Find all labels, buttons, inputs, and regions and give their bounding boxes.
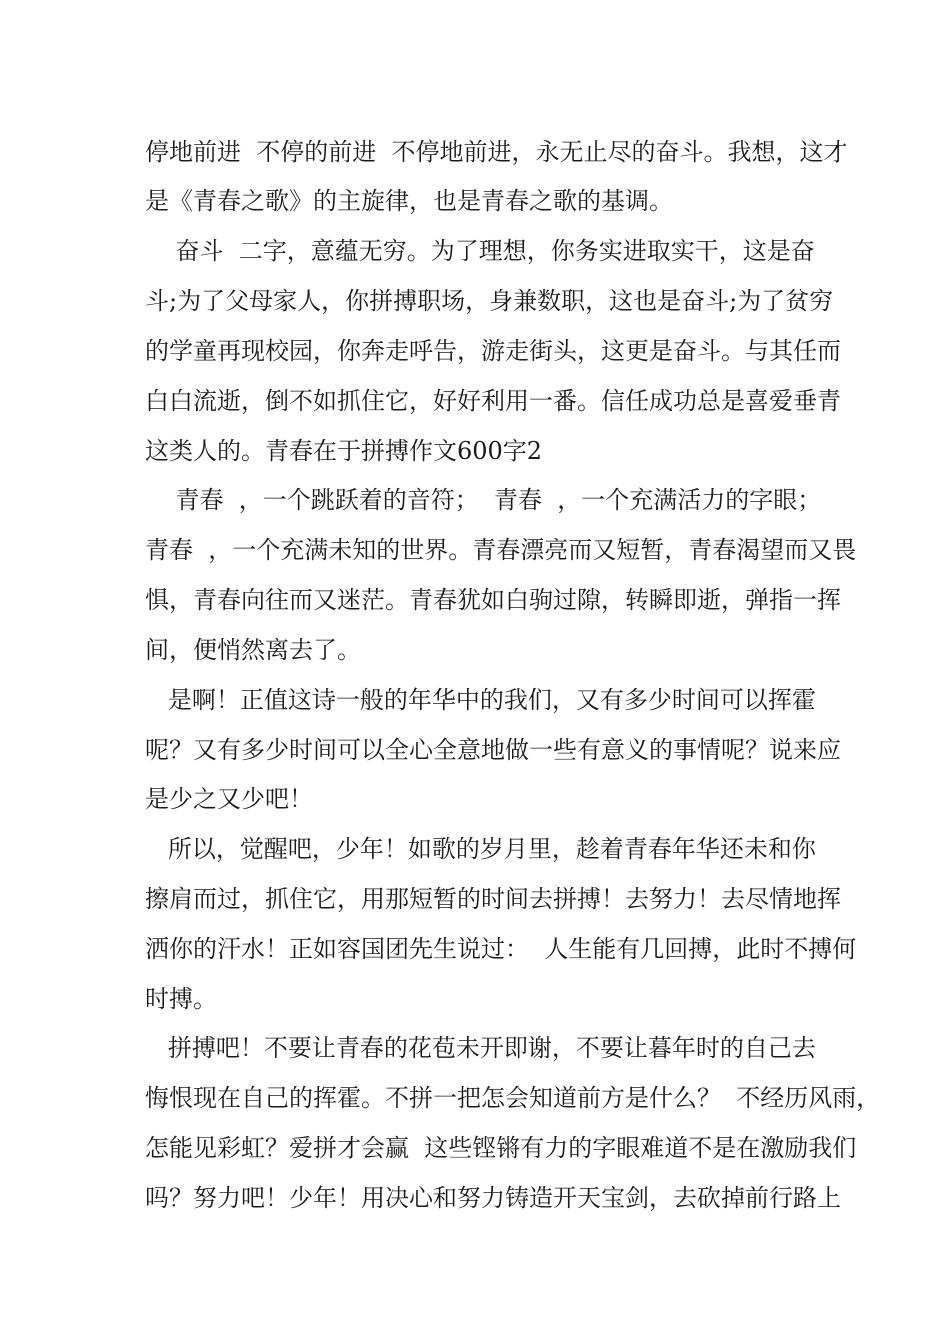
text-line: 怎能见彩虹？爱拼才会赢 这些铿锵有力的字眼难道不是在激励我们 bbox=[145, 1134, 857, 1162]
text-line: 时搏。 bbox=[145, 985, 217, 1013]
text-line: 白白流逝，倒不如抓住它，好好利用一番。信任成功总是喜爱垂青 bbox=[145, 387, 841, 415]
text-line: 呢？又有多少时间可以全心全意地做一些有意义的事情呢？说来应 bbox=[145, 736, 841, 764]
text-line: 所以，觉醒吧，少年！如歌的岁月里，趁着青春年华还未和你 bbox=[145, 835, 816, 863]
text-line: 停地前进 不停的前进 不停地前进，永无止尽的奋斗。我想，这才 bbox=[145, 138, 848, 166]
text-line: 是《青春之歌》的主旋律，也是青春之歌的基调。 bbox=[145, 187, 673, 215]
text-line: 吗？努力吧！少年！用决心和努力铸造开天宝剑，去砍掉前行路上 bbox=[145, 1184, 841, 1212]
text-line: 拼搏吧！不要让青春的花苞未开即谢，不要让暮年时的自己去 bbox=[145, 1034, 816, 1062]
text-line: 惧，青春向往而又迷茫。青春犹如白驹过隙，转瞬即逝，弹指一挥 bbox=[145, 586, 841, 614]
text-line: 是啊！正值这诗一般的年华中的我们，又有多少时间可以挥霍 bbox=[145, 686, 816, 714]
text-line: 是少之又少吧！ bbox=[145, 785, 313, 813]
text-line: 这类人的。青春在于拼搏作文600字2 bbox=[145, 437, 543, 465]
text-line: 青春 ，一个跳跃着的音符； 青春 ，一个充满活力的字眼； bbox=[145, 486, 822, 514]
text-line: 洒你的汗水！正如容国团先生说过： 人生能有几回搏，此时不搏何 bbox=[145, 935, 857, 963]
text-line: 斗;为了父母家人，你拼搏职场，身兼数职，这也是奋斗;为了贫穷 bbox=[145, 287, 834, 315]
text-line: 间，便悄然离去了。 bbox=[145, 636, 361, 664]
text-line: 悔恨现在自己的挥霍。不拼一把怎会知道前方是什么？ 不经历风雨， bbox=[145, 1084, 881, 1112]
text-line: 奋斗 二字，意蕴无穷。为了理想，你务实进取实干，这是奋 bbox=[145, 237, 815, 265]
text-line: 青春 ，一个充满未知的世界。青春漂亮而又短暂，青春渴望而又畏 bbox=[145, 536, 857, 564]
text-line: 的学童再现校园，你奔走呼告，游走街头，这更是奋斗。与其任而 bbox=[145, 337, 841, 365]
text-line: 擦肩而过，抓住它，用那短暂的时间去拼搏！去努力！去尽情地挥 bbox=[145, 885, 841, 913]
